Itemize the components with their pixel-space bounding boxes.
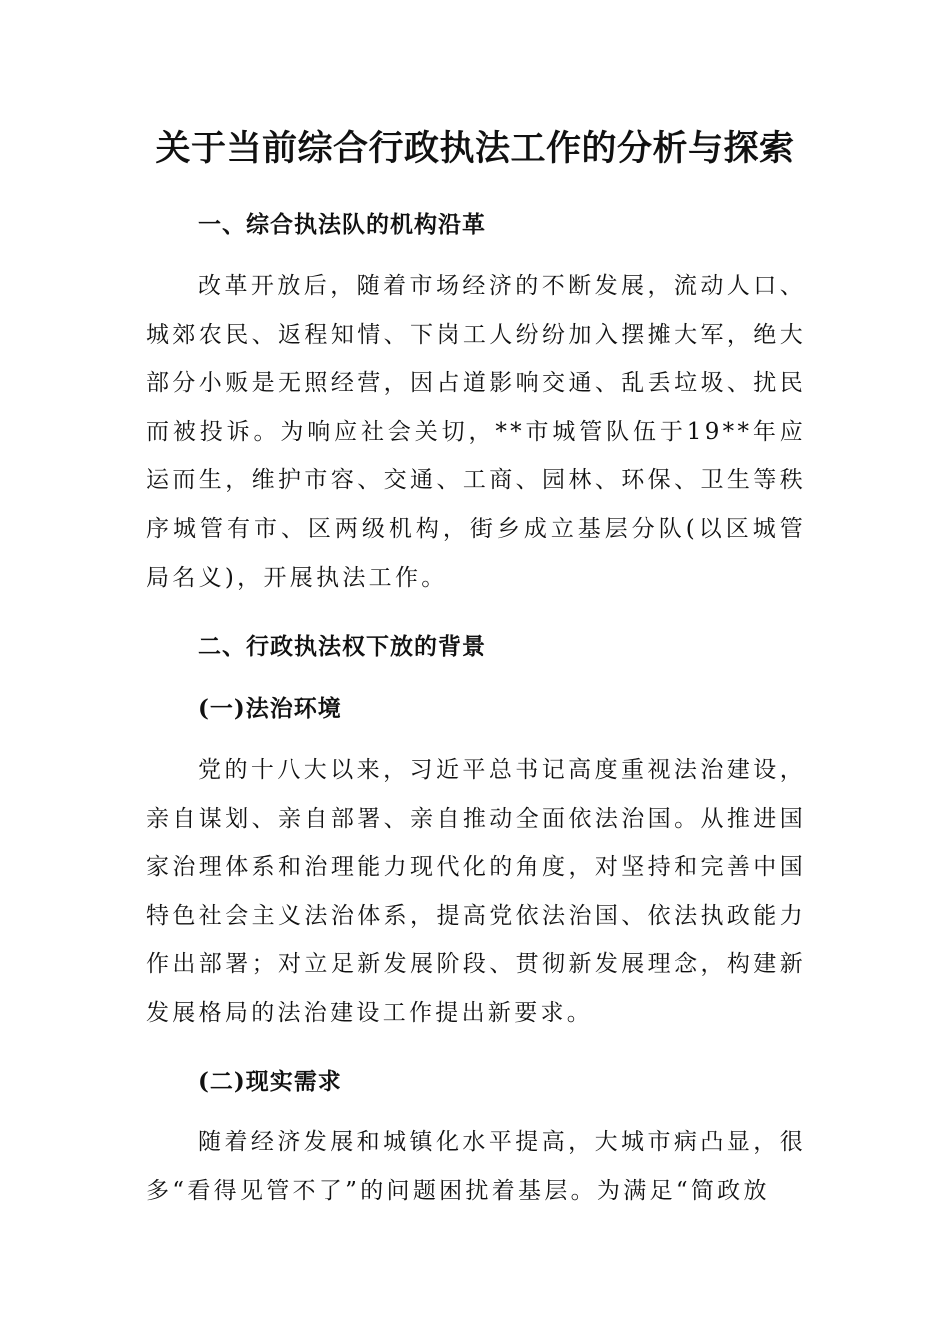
subsection-2-paragraph: 随着经济发展和城镇化水平提高，大城市病凸显，很多“看得见管不了”的问题困扰着基层。为满足“简政放 [146, 1129, 806, 1204]
subsection-heading-1: (一)法治环境 [198, 695, 342, 722]
section-heading-2: 二、行政执法权下放的背景 [198, 633, 486, 660]
subsection-heading-2: (二)现实需求 [198, 1068, 342, 1095]
section-heading-1: 一、综合执法队的机构沿革 [198, 211, 486, 238]
subsection-1-paragraph: 党的十八大以来，习近平总书记高度重视法治建设，亲自谋划、亲自部署、亲自推动全面依法治国。从推进国家治理体系和治理能力现代化的角度，对坚持和完善中国特色社会主义法治体系，提高党依法治国、依法执政能力作出部署；对立足新发展阶段、贯彻新发展理念，构建新发展格局的法治建设工作提出新要求。 [146, 757, 806, 1026]
document-title: 关于当前综合行政执法工作的分析与探索 [155, 128, 795, 169]
section-1-paragraph: 改革开放后，随着市场经济的不断发展，流动人口、城郊农民、返程知情、下岗工人纷纷加入摆摊大军，绝大部分小贩是无照经营，因占道影响交通、乱丢垃圾、扰民而被投诉。为响应社会关切，**市城管队伍于19**年应运而生，维护市容、交通、工商、园林、环保、卫生等秩序城管有市、区两级机构，街乡成立基层分队(以区城管局名义)，开展执法工作。 [146, 273, 806, 591]
